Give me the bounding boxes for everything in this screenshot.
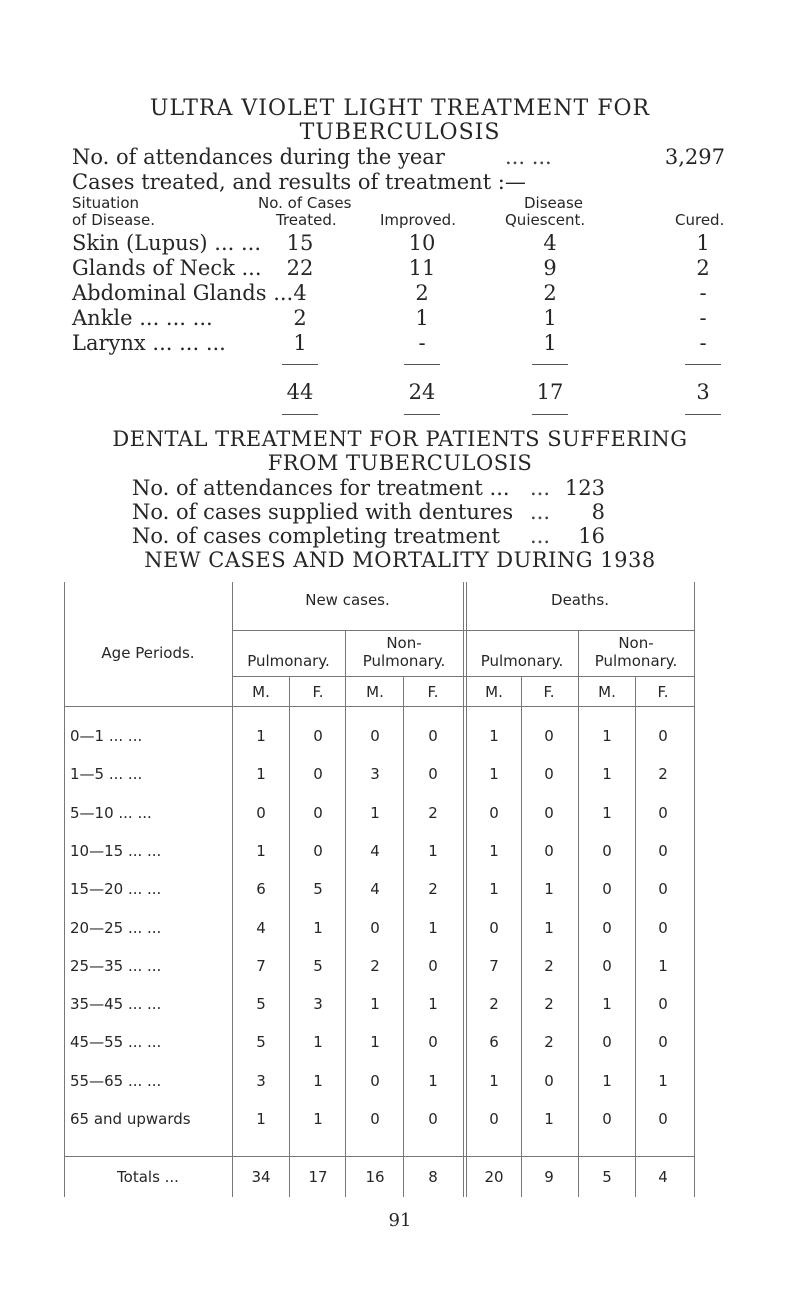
uv-total-rule [532,364,568,365]
table-cell: 0 [658,995,668,1013]
header-m: M. [366,683,384,701]
table-cell: 0 [544,1072,554,1090]
table-cell: 1 [489,842,499,860]
total-cell: 34 [251,1168,271,1186]
table-cell: 0 [544,842,554,860]
header-age-periods: Age Periods. [101,644,195,662]
uv-header-treated-1: No. of Cases [258,194,352,212]
age-period: 35—45 ... ... [70,995,162,1013]
table-cell: 0 [544,727,554,745]
uv-attendances-label: No. of attendances during the year [72,145,445,169]
uv-header-situation-2: of Disease. [72,211,155,229]
table-cell: 6 [256,880,266,898]
dental-item-dots: ... [530,476,551,500]
uv-header-quiescent-2: Quiescent. [505,211,586,229]
table-cell: 2 [370,957,380,975]
uv-total-rule [404,364,440,365]
table-cell: 1 [602,765,612,783]
header-m: M. [252,683,270,701]
table-divider-mf [403,676,404,1197]
total-cell: 4 [658,1168,668,1186]
table-cell: 5 [313,880,323,898]
mortality-title: NEW CASES AND MORTALITY DURING 1938 [144,548,656,572]
table-cell: 2 [428,804,438,822]
uv-total-improved: 24 [408,380,436,404]
header-pulmonary-new: Pulmonary. [247,652,330,670]
uv-row-site: Skin (Lupus) ... ... [72,231,262,255]
table-cell: 0 [544,765,554,783]
uv-header-improved: Improved. [380,211,456,229]
table-cell: 0 [370,919,380,937]
table-cell: 0 [544,804,554,822]
uv-row-quiescent: 9 [543,256,557,280]
uv-row-treated: 2 [293,306,307,330]
total-cell: 9 [544,1168,554,1186]
uv-header-situation-1: Situation [72,194,140,212]
table-cell: 3 [370,765,380,783]
table-cell: 4 [256,919,266,937]
table-cell: 1 [602,804,612,822]
uv-row-treated: 15 [286,231,314,255]
age-period: 15—20 ... ... [70,880,162,898]
table-cell: 1 [544,919,554,937]
table-cell: 1 [544,880,554,898]
header-f: F. [427,683,439,701]
table-cell: 1 [428,1072,438,1090]
uv-attendances-value: 3,297 [664,145,725,169]
table-cell: 1 [428,995,438,1013]
uv-header-treated-2: Treated. [276,211,337,229]
table-cell: 0 [489,1110,499,1128]
uv-total-cured: 3 [696,380,710,404]
table-cell: 1 [489,880,499,898]
age-period: 65 and upwards [70,1110,191,1128]
table-cell: 5 [256,1033,266,1051]
dental-item-dots: ... [530,524,551,548]
uv-row-improved: - [418,331,426,355]
table-cell: 1 [256,842,266,860]
table-cell: 2 [489,995,499,1013]
table-border-right [694,582,695,1197]
dental-item-label: No. of attendances for treatment ... [132,476,510,500]
uv-row-cured: - [699,306,707,330]
total-cell: 16 [365,1168,385,1186]
header-nonpulm-deaths-2: Pulmonary. [594,652,678,670]
uv-total-underline [404,414,440,415]
table-cell: 0 [428,727,438,745]
table-cell: 2 [544,995,554,1013]
table-cell: 1 [489,727,499,745]
uv-row-quiescent: 2 [543,281,557,305]
dental-title-line1: DENTAL TREATMENT FOR PATIENTS SUFFERING [112,427,688,451]
uv-total-underline [282,414,318,415]
uv-row-quiescent: 1 [543,331,557,355]
table-cell: 1 [256,765,266,783]
table-cell: 0 [658,842,668,860]
table-cell: 3 [256,1072,266,1090]
uv-row-treated: 22 [286,256,314,280]
uv-row-improved: 11 [408,256,436,280]
uv-title-line1: ULTRA VIOLET LIGHT TREATMENT FOR [149,96,651,121]
uv-row-quiescent: 4 [543,231,557,255]
table-divider-group [345,630,346,1197]
table-cell: 7 [489,957,499,975]
table-rule-header [64,706,694,707]
table-cell: 0 [602,880,612,898]
uv-row-cured: - [699,281,707,305]
totals-label: Totals ... [117,1168,179,1186]
table-cell: 0 [489,804,499,822]
table-cell: 1 [602,1072,612,1090]
table-cell: 1 [658,957,668,975]
total-cell: 20 [484,1168,504,1186]
header-f: F. [543,683,555,701]
table-cell: 0 [370,1072,380,1090]
table-cell: 1 [428,919,438,937]
age-period: 10—15 ... ... [70,842,162,860]
total-cell: 5 [602,1168,612,1186]
uv-total-rule [685,364,721,365]
header-new-cases: New cases. [305,591,390,609]
table-cell: 0 [428,957,438,975]
header-nonpulm-deaths-1: Non- [618,634,654,652]
table-cell: 0 [658,727,668,745]
table-cell: 0 [370,1110,380,1128]
age-period: 55—65 ... ... [70,1072,162,1090]
uv-header-cured: Cured. [675,211,725,229]
table-rule-groups [232,630,694,631]
table-cell: 1 [428,842,438,860]
uv-row-treated: 4 [293,281,307,305]
table-cell: 0 [428,765,438,783]
table-cell: 1 [256,1110,266,1128]
uv-total-rule [282,364,318,365]
age-period: 1—5 ... ... [70,765,143,783]
table-divider-mf [521,676,522,1197]
table-cell: 0 [602,1033,612,1051]
dental-item-label: No. of cases supplied with dentures [132,500,514,524]
table-cell: 0 [602,1110,612,1128]
header-f: F. [312,683,324,701]
table-rule-totals [64,1156,694,1157]
table-cell: 0 [602,957,612,975]
table-cell: 1 [489,1072,499,1090]
table-cell: 0 [428,1110,438,1128]
table-divider-deaths [463,582,464,1197]
age-period: 0—1 ... ... [70,727,143,745]
table-cell: 1 [370,995,380,1013]
table-cell: 2 [544,957,554,975]
uv-row-site: Abdominal Glands ... [72,281,294,305]
table-cell: 0 [489,919,499,937]
uv-total-underline [532,414,568,415]
table-divider-group [578,630,579,1197]
table-cell: 1 [313,919,323,937]
table-divider-age [232,582,233,1197]
dental-item-label: No. of cases completing treatment [132,524,500,548]
table-cell: 0 [658,880,668,898]
table-cell: 0 [313,727,323,745]
age-period: 5—10 ... ... [70,804,152,822]
dental-item-value: 123 [564,476,605,500]
dental-item-dots: ... [530,500,551,524]
table-cell: 1 [370,1033,380,1051]
header-deaths: Deaths. [551,591,609,609]
table-divider-mf [635,676,636,1197]
table-rule-mf [232,676,694,677]
table-cell: 4 [370,880,380,898]
table-cell: 0 [370,727,380,745]
uv-row-improved: 1 [415,306,429,330]
header-f: F. [657,683,669,701]
table-cell: 1 [602,727,612,745]
uv-title-line2: TUBERCULOSIS [299,120,501,145]
table-cell: 2 [544,1033,554,1051]
table-cell: 1 [544,1110,554,1128]
table-cell: 0 [256,804,266,822]
table-cell: 2 [658,765,668,783]
age-period: 45—55 ... ... [70,1033,162,1051]
table-cell: 7 [256,957,266,975]
table-cell: 1 [313,1110,323,1128]
table-cell: 2 [428,880,438,898]
table-cell: 4 [370,842,380,860]
table-cell: 0 [313,765,323,783]
table-cell: 0 [658,1033,668,1051]
total-cell: 17 [308,1168,328,1186]
table-cell: 0 [313,804,323,822]
uv-cases-label: Cases treated, and results of treatment :— [72,170,526,194]
uv-header-quiescent-1: Disease [524,194,583,212]
table-cell: 1 [313,1072,323,1090]
dental-item-value: 8 [591,500,605,524]
header-nonpulm-new-2: Pulmonary. [362,652,446,670]
table-cell: 3 [313,995,323,1013]
table-cell: 0 [658,1110,668,1128]
uv-row-site: Larynx ... ... ... [72,331,226,355]
page-number: 91 [388,1210,412,1231]
uv-row-improved: 2 [415,281,429,305]
age-period: 20—25 ... ... [70,919,162,937]
uv-row-treated: 1 [293,331,307,355]
table-cell: 0 [602,919,612,937]
table-cell: 0 [602,842,612,860]
dental-title-line2: FROM TUBERCULOSIS [267,451,533,475]
table-cell: 6 [489,1033,499,1051]
uv-row-site: Glands of Neck ... [72,256,262,280]
table-cell: 0 [313,842,323,860]
table-cell: 5 [313,957,323,975]
table-divider-mf [289,676,290,1197]
uv-attendances-dots: ... ... [505,145,552,169]
uv-row-cured: 2 [696,256,710,280]
table-cell: 1 [602,995,612,1013]
uv-total-underline [685,414,721,415]
total-cell: 8 [428,1168,438,1186]
uv-row-cured: - [699,331,707,355]
uv-row-improved: 10 [408,231,436,255]
age-period: 25—35 ... ... [70,957,162,975]
table-cell: 1 [313,1033,323,1051]
dental-item-value: 16 [578,524,605,548]
uv-row-cured: 1 [696,231,710,255]
table-cell: 1 [370,804,380,822]
table-cell: 0 [658,804,668,822]
table-cell: 1 [256,727,266,745]
header-m: M. [598,683,616,701]
table-cell: 0 [428,1033,438,1051]
table-cell: 0 [658,919,668,937]
table-cell: 1 [489,765,499,783]
table-cell: 1 [658,1072,668,1090]
uv-row-site: Ankle ... ... ... [72,306,213,330]
uv-total-treated: 44 [286,380,314,404]
header-nonpulm-new-1: Non- [386,634,422,652]
table-divider-deaths [466,582,467,1197]
header-m: M. [485,683,503,701]
table-cell: 5 [256,995,266,1013]
header-pulmonary-deaths: Pulmonary. [480,652,564,670]
table-border-left [64,582,65,1197]
uv-row-quiescent: 1 [543,306,557,330]
uv-total-quiescent: 17 [536,380,564,404]
